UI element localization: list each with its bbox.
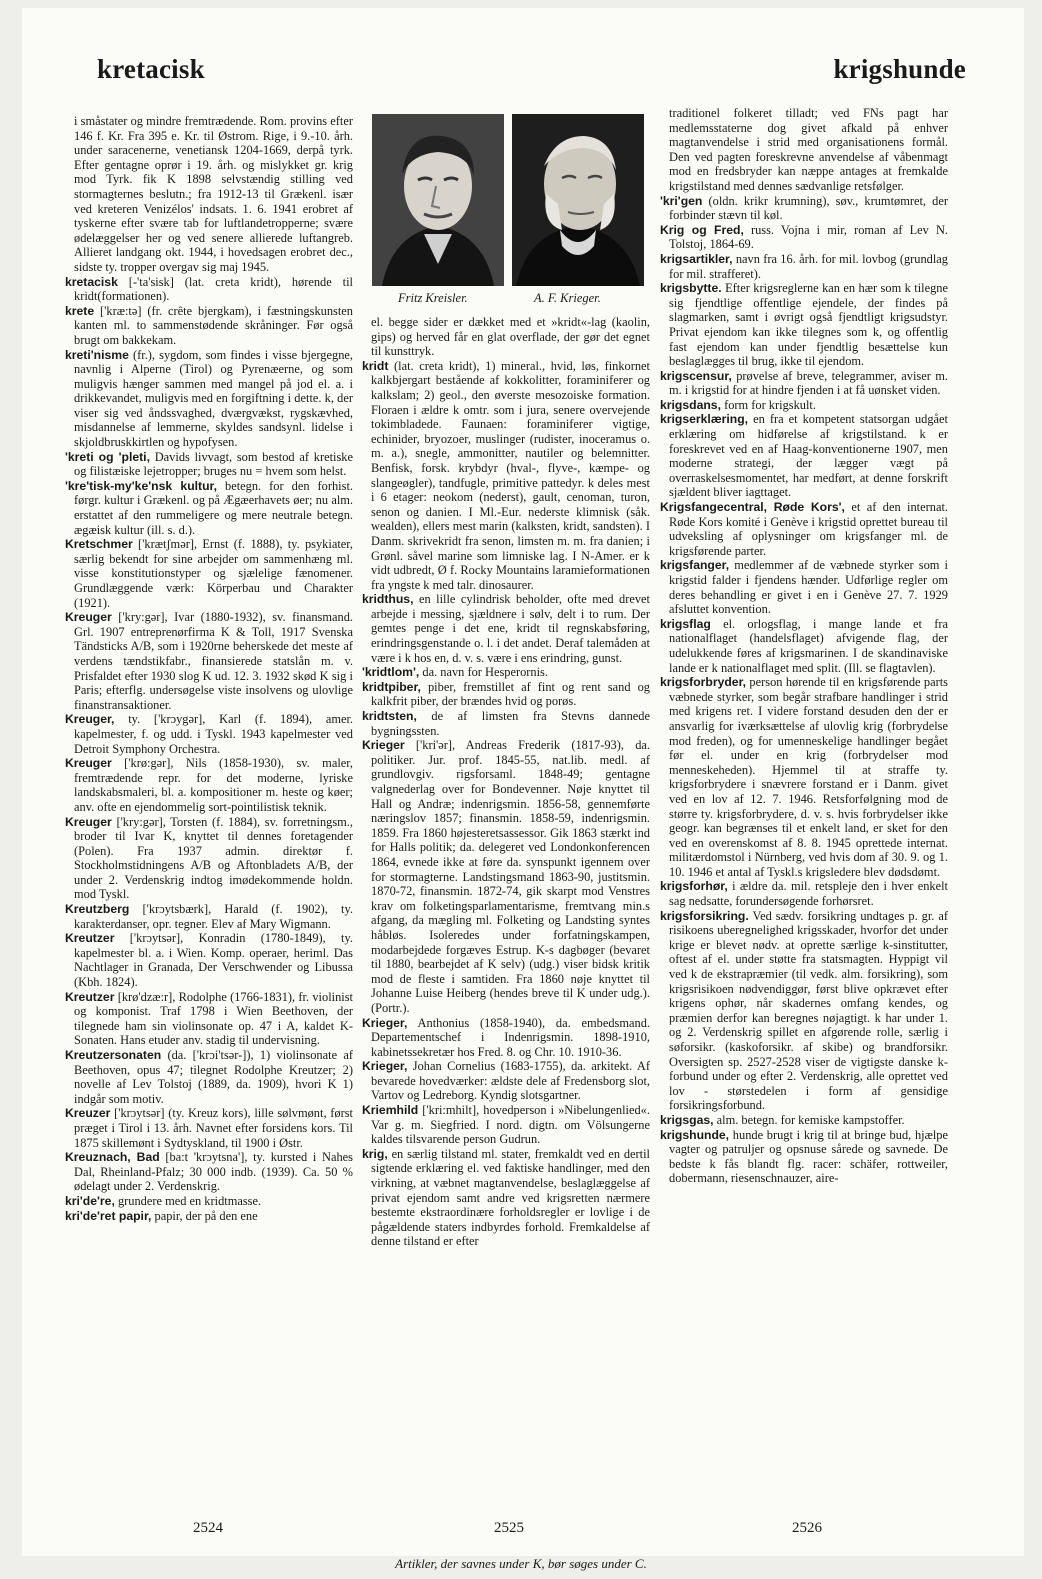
- entry: Krieger, Johan Cornelius (1683-1755), da. arkitekt. Af bevarede hovedværker: ældste dele af Fredensborg slot, Vartov og Ledreborg. Kyndig slotsgartner.: [362, 1059, 650, 1103]
- entry: krigsflag el. orlogsflag, i mange lande et fra nationalflaget (handelsflaget) afvigende flag, der udelukkende føres af krigsmarinen. I de skandinaviske lande er k nationalflaget med split. (Ill. se flagtavlen).: [660, 616, 948, 675]
- entry: kridtsten, de af limsten fra Stevns dannede bygningssten.: [362, 709, 650, 738]
- caption-krieger: A. F. Krieger.: [534, 291, 601, 305]
- entry: krete ['kræ:tə] (fr. crête bjergkam), i fæstningskunsten kanten ml. to sammenstødende skråninger. Før også brugt om bakkekam.: [65, 303, 353, 347]
- entry: 'kri'gen (oldn. krikr krumning), søv., krumtømret, der forbinder stævn til køl.: [660, 193, 948, 223]
- footer-note: Artikler, der savnes under K, bør søges under C.: [395, 1556, 647, 1571]
- entry: Kreuger ['kry:gər], Torsten (f. 1884), sv. forretningsm., broder til Ivar K, knyttet til dennes foretagender (Polen). Fra 1937 admin. direktør f. Stockholmstidningens A/B og Aftonbladets A/B, der under 2. Verdenskrig indtog imødekommende holdn. mod Tyskl.: [65, 814, 353, 902]
- entry: krigsgas, alm. betegn. for kemiske kampstoffer.: [660, 1112, 905, 1127]
- entry: krigsforhør, i ældre da. mil. retspleje den i hver enkelt sag nedsatte, forundersøgende forhørsret.: [660, 879, 948, 909]
- entry: Krigsfangecentral, Røde Kors', et af den internat. Røde Kors komité i Genève i krigstid oprettet bureau til udveksling af oplysninger om krigsfanger ml. de krigsførende parter.: [660, 500, 948, 558]
- entry: 'kre'tisk-my'ke'nsk kultur, betegn. for den forhist. førgr. kultur i Grækenl. og på Ægæerhavets øer; nu alm. erstattet af den rummeligere og mere neutrale betegn. ægæisk kultur (ill. s. d.).: [65, 478, 353, 537]
- entry: 'kreti og 'pleti, Davids livvagt, som bestod af kretiske og filistæiske lejetropper; bruges nu = hvem som helst.: [65, 449, 353, 479]
- entry: krigscensur, prøvelse af breve, telegrammer, aviser m. m. i krigstid for at hindre fjenden i at få uønsket viden.: [660, 368, 948, 398]
- running-head-right: krigshunde: [833, 54, 966, 84]
- portrait-kreisler-image: [372, 114, 504, 286]
- entry-continuation: traditionel folkeret tilladt; ved FNs pagt har medlemsstaterne dog givet afkald på enhver magtanvendelse i strid med organisationens formål. Den ved pagten foreskrevne anvendelse af våbenmagt mod en fredsbryder kan næppe antages at fremkalde krigstilstand med dennes sædvanlige retsfølger.: [669, 106, 948, 193]
- entry: Krig og Fred, russ. Vojna i mir, roman af Lev N. Tolstoj, 1864-69.: [660, 222, 948, 252]
- entry: kridthus, en lille cylindrisk beholder, ofte med drevet arbejde i messing, sjældnere i sølv, delt i to rum. Der gemtes penge i det ene, kridt til regnskabsføring, erindringsgenstande o. l. i det andet. Deraf talemåden at være i k hos en, d. v. s. være i ens erindring, gunst.: [362, 592, 650, 665]
- entry: krigsdans, form for krigskult.: [660, 397, 816, 412]
- entry: 'kridtlom', da. navn for Hesperornis.: [362, 665, 548, 680]
- column-left: [65, 114, 353, 1223]
- entry: Kriemhild ['kri:mhilt], hovedperson i »Nibelungenlied«. Var g. m. Siegfried. I nord. digtn. om Völsungerne kaldes tilsvarende person Gudrun.: [362, 1103, 650, 1147]
- entry: krigshunde, hunde brugt i krig til at bringe bud, hjælpe vagter og patruljer og opsnuse sårede og savnede. De bedste k fås blandt flg. racer: schäfer, rottweiler, dobermann, riesenschnauzer, aire-: [660, 1127, 948, 1186]
- entry: Kreutzer ['krɔytsər], Konradin (1780-1849), ty. kapelmester bl. a. i Wien. Komp. operaer, heriml. Das Nachtlager in Granada, Der Verschwender og Libussa (Kbh. 1824).: [65, 931, 353, 990]
- entry: Kreutzer [krø'dzæ:r], Rodolphe (1766-1831), fr. violinist og komponist. Traf 1798 i Wien Beethoven, der tilegnede ham sin violinsonate op. 47 i A, kaldet K-Sonaten. Hans etuder anv. stadig til undervisning.: [65, 989, 353, 1048]
- portrait-af-krieger: [512, 114, 644, 286]
- entry: krigserklæring, en fra et kompetent statsorgan udgået erklæring om hidførelse af krigstilstand. k er foreskrevet ved en af Haag-konventionerne 1907, men moderne strategi, der lægger vægt på overraskelsesmomentet, har medført, at denne forskrift sjældent bliver iagttaget.: [660, 412, 948, 500]
- entry: Kreutzberg ['krɔytsbærk], Harald (f. 1902), ty. karakterdanser, opr. tegner. Elev af Mary Wigmann.: [65, 902, 353, 931]
- portrait-figures: [362, 114, 650, 310]
- entry: krigsbytte. Efter krigsreglerne kan en hær som k tilegne sig fjendtlige offentlige ejendele, der findes på slagmarken, samt i øvrigt også fjendtligt krigsudstyr. Privat ejendom kan ikke tilegnes som k, og offentlig fast ejendom kan under fjendtlig besættelse kun beslaglægges til brug, ikke til ejendom.: [660, 281, 948, 369]
- portrait-krieger-image: [512, 114, 644, 286]
- entry: krigsfanger, medlemmer af de væbnede styrker som i krigstid falder i fjendens hænder. Udførlige regler om deres behandling er givet i en i Genève 27. 7. 1929 afsluttet konvention.: [660, 558, 948, 617]
- entry: Kreuzer ['krɔytsər] (ty. Kreuz kors), lille sølvmønt, først præget i Tirol i 13. årh. Navnet efter forsidens kors. Til 1875 skillemønt i Sydtyskland, til 1900 i Østr.: [65, 1106, 353, 1150]
- entry: Kreuger ['krø:gər], Nils (1858-1930), sv. maler, fremtrædende repr. for det moderne, lyriske landskabsmaleri, bl. a. kompositioner m. heste og køer; anv. ofte en ejendommelig sort-pointilistisk teknik.: [65, 756, 353, 814]
- entry: Krieger ['kri'ər], Andreas Frederik (1817-93), da. politiker. Jur. prof. 1845-55, nat.lib. medl. af grundlovgiv. rigsforsaml. 1848-49; gentagne valgnederlag over for Bondevenner. Nøje knyttet til Hall og Andræ; indenrigsmin. 1856-58, gennemførte næringslov 1857; finansmin. 1858-59, indenrigsmin. 1859. Fra 1860 højesteretsassessor. Gik 1863 stærkt ind for Halls politik; da. delegeret ved Londonkonferencen 1864, evnede ikke at føre da. synspunkt igennem over for stormagterne. Landstingsmand 1863-90, justitsmin. 1870-72, finansmin. 1872-74, gik skarpt mod Venstres krav om folketingsparlamentarisme, fremtvang min.s afgang, da mægling ml. Folketing og Landsting syntes håbløs. Isoleredes under forfatningskampen, modarbejdede forgæves Estrup. K-s dagbøger (bevaret til 1880, bearbejdet af K selv) (udg.) viser bidsk kritik mod de fleste i samtiden. Fra 1860 nøje knyttet til Johanne Luise Heiberg (hendes breve til K under udg.). (Portr.).: [362, 738, 650, 1015]
- caption-kreisler: Fritz Kreisler.: [398, 291, 468, 305]
- entry: kreti'nisme (fr.), sygdom, som findes i visse bjergegne, navnlig i Alperne (Tirol) og Pyrenæerne, og som muligvis hænger sammen med mangel på jod el. a. i drikkevandet, muligvis med en forgiftning i dette. k, der viser sig ved åndssvaghed, dværgvækst, rygskævhed, misdannelse af lemmerne, skyldes sandsynl. lidelse i skjoldbruskkirtlen og hypofysen.: [65, 347, 353, 450]
- column-middle: [362, 114, 650, 1249]
- entry: kretacisk [-'ta'sisk] (lat. creta kridt), hørende til kridt(formationen).: [65, 274, 353, 304]
- entry: Krieger, Anthonius (1858-1940), da. embedsmand. Departementschef i Indenrigsmin. 1898-1910, kabinetssekretær hos Fred. 8. og Chr. 10. 1910-36.: [362, 1015, 650, 1059]
- entry: Kreutzersonaten (da. ['krɔi'tsər-]), 1) violinsonate af Beethoven, opus 47; tilegnet Rodolphe Kreutzer; 2) novelle af Lev Tolstoj (1889, da. 1909), hvori K 1) indgår som motiv.: [65, 1048, 353, 1106]
- entry: kridtpiber, piber, fremstillet af fint og rent sand og kalkfrit piber, der brændes hvid og porøs.: [362, 679, 650, 709]
- column-right: [660, 106, 948, 1186]
- running-head-left: kretacisk: [97, 54, 205, 84]
- entry: krigsartikler, navn fra 16. årh. for mil. lovbog (grundlag for mil. strafferet).: [660, 251, 948, 281]
- entry: krigsforbryder, person hørende til en krigsførende parts væbnede styrker, som begår strafbare handlinger i strid med krigens ret. I videre forstand desuden den der er ansvarlig for iværksættelse af ulovlig krig (forbrydelse mod freden), og for umenneskelige handlinger begået før el. under en krig (forbrydelser mod menneskeheden). Hjemmel til at straffe ty. krigsforbrydere i snævrere forstand er i Danm. givet ved en lov af 12. 7. 1946. Retsforfølgning mod de større ty. krigsforbrydere, d. v. s. hvis forbrydelser ikke geogr. kan begrænses til et enkelt land, er sket for den ved en overenskomst af 8. 8. 1945 oprettede internat. militærdomstol i Nürnberg, ved hvis dom af 30. 9. og 1. 10. 1946 et antal af Tyskl.s krigsledere blev dødsdømt.: [660, 675, 948, 879]
- page-number-left: 2524: [193, 1520, 223, 1536]
- entry-continuation: el. begge sider er dækket med et »kridt«-lag (kaolin, gips) og herved får en glat overflade, der gør det egnet til kunsttryk.: [371, 315, 650, 359]
- entry: Kreuger, ty. ['krɔygər], Karl (f. 1894), amer. kapelmester, f. og udd. i Tyskl. 1943 kapelmester ved Detroit Symphony Orchestra.: [65, 712, 353, 756]
- page-number-middle: 2525: [494, 1520, 524, 1536]
- entry: krig, en særlig tilstand ml. stater, fremkaldt ved en dertil sigtende erklæring el. ved faktiske handlinger, med den virkning, at væbnet magtanvendelse, beslaglæggelse af privat ejendom samt andre ved krigsretten nærmere bestemte ekstraordinære forholdsregler er lovlige i de pågældende staters indbyrdes forhold. Fremkaldelse af denne tilstand er efter: [362, 1146, 650, 1249]
- entry: kri'de're, grundere med en kridtmasse.: [65, 1193, 262, 1208]
- page-number-right: 2526: [792, 1520, 822, 1536]
- portrait-fritz-kreisler: [372, 114, 504, 286]
- entry: kridt (lat. creta kridt), 1) mineral., hvid, løs, finkornet kalkbjergart bestående af kokkolitter, foraminiferer og kalkslam; 2) geol., den øverste mesozoiske formation. Floraen i ældre k omtr. som i jura, senere overvejende tokimbladede. Faunaen: foraminiferer vigtige, echinider, bryozoer, muslinger (rudister, inoceramus o. m. a.), snegle, ammonitter, nautiler og belemnitter. Benfisk, forsk. krybdyr (hval-, flyve-, kæmpe- og slangeøgler), tandfugle, primitive pattedyr. k deles mest i 6 etager: neokom (nederst), gault, cenoman, turon, senon og danien. I Ml.-Eur. nederste klimnisk (såk. wealden), ellers mest marin (kalksten, kridt, sandsten). I Danm. skrivekridt fra senon, limsten m. m. fra danien; i Grønl. såvel marine som limniske lag. I N-Amer. er k vidt udbredt, Ø f. Rocky Mountains laramieformationen fra yngste k med talr. dinosaurer.: [362, 358, 650, 592]
- entry: kri'de'ret papir, papir, der på den ene: [65, 1208, 258, 1223]
- entry: Kreuger ['kry:gər], Ivar (1880-1932), sv. finansmand. Grl. 1907 entreprenørfirma K & Toll, 1917 Svenska Tändsticks A/B, som i 1920rne beherskede det meste af verdens tændstikfabr., finansierede statslån m. v. Prisfaldet efter 1930 slog K ud. 12. 3. 1932 skød K sig i Paris; efterflg. undersøgelse viste insolvens og ulovlige finanstransaktioner.: [65, 610, 353, 712]
- entry: krigsforsikring. Ved sædv. forsikring undtages p. gr. af risikoens uberegnelighed krigsskader, hvorfor det under krige er blevet nødv. at oprette særlige k-sinstitutter, oftest af el. under støtte fra statsmagten. Hyppigt vil ved k de ekstrapræmier (til vedk. alm. forsikring), som krigsrisikoen nødvendiggør, først blive opkrævet efter krigens ophør, når skadernes omfang kendes, og præmien derfor kan beregnes nøjagtigt. k har under 1. og 2. Verdenskrig spillet en afgørende rolle, særlig i søforsikr. (kaskoforsikr. af skibe) og brandforsikr. Oversigten sp. 2527-2528 viser de vigtigste danske k-forbund under og efter 2. Verdenskrig, alle oprettet ved lov - størstedelen i form af gensidige forsikringsforbund.: [660, 908, 948, 1113]
- entry: Kretschmer ['krætʃmər], Ernst (f. 1888), ty. psykiater, særlig bekendt for sine arbejder om sammenhæng ml. visse konstitutionstyper og sjælelige fænomener. Grundlæggende værk: Körperbau und Charakter (1921).: [65, 537, 353, 610]
- entry-continuation: i småstater og mindre fremtrædende. Rom. provins efter 146 f. Kr. Fra 395 e. Kr. til Østrom. Rige, i 9.-10. årh. under saracenerne, venetiansk 1204-1669, derpå tyrk. Efter gentagne oprør i 19. årh. og mislykket gr. krig mod Tyrk. fik K 1898 selvstændig stilling ved stormagternes beslutn.; fra 1912-13 til Grækenl. især ved kreteren Venizélos' indsats. 1. 6. 1941 erobret af tyskerne efter svære tab for luftlandetropperne; svære ødelæggelser her og ved senere allierede luftangreb. Allieret landgang okt. 1944, i hovedsagen erobret dec., sidste ty. tropper overgav sig maj 1945.: [74, 114, 353, 274]
- entry: Kreuznach, Bad [ba:t 'krɔytsna'], ty. kursted i Nahes Dal, Rheinland-Pfalz; 30 000 indb. (1939). Ca. 50 % ødelagt under 2. Verdenskrig.: [65, 1150, 353, 1194]
